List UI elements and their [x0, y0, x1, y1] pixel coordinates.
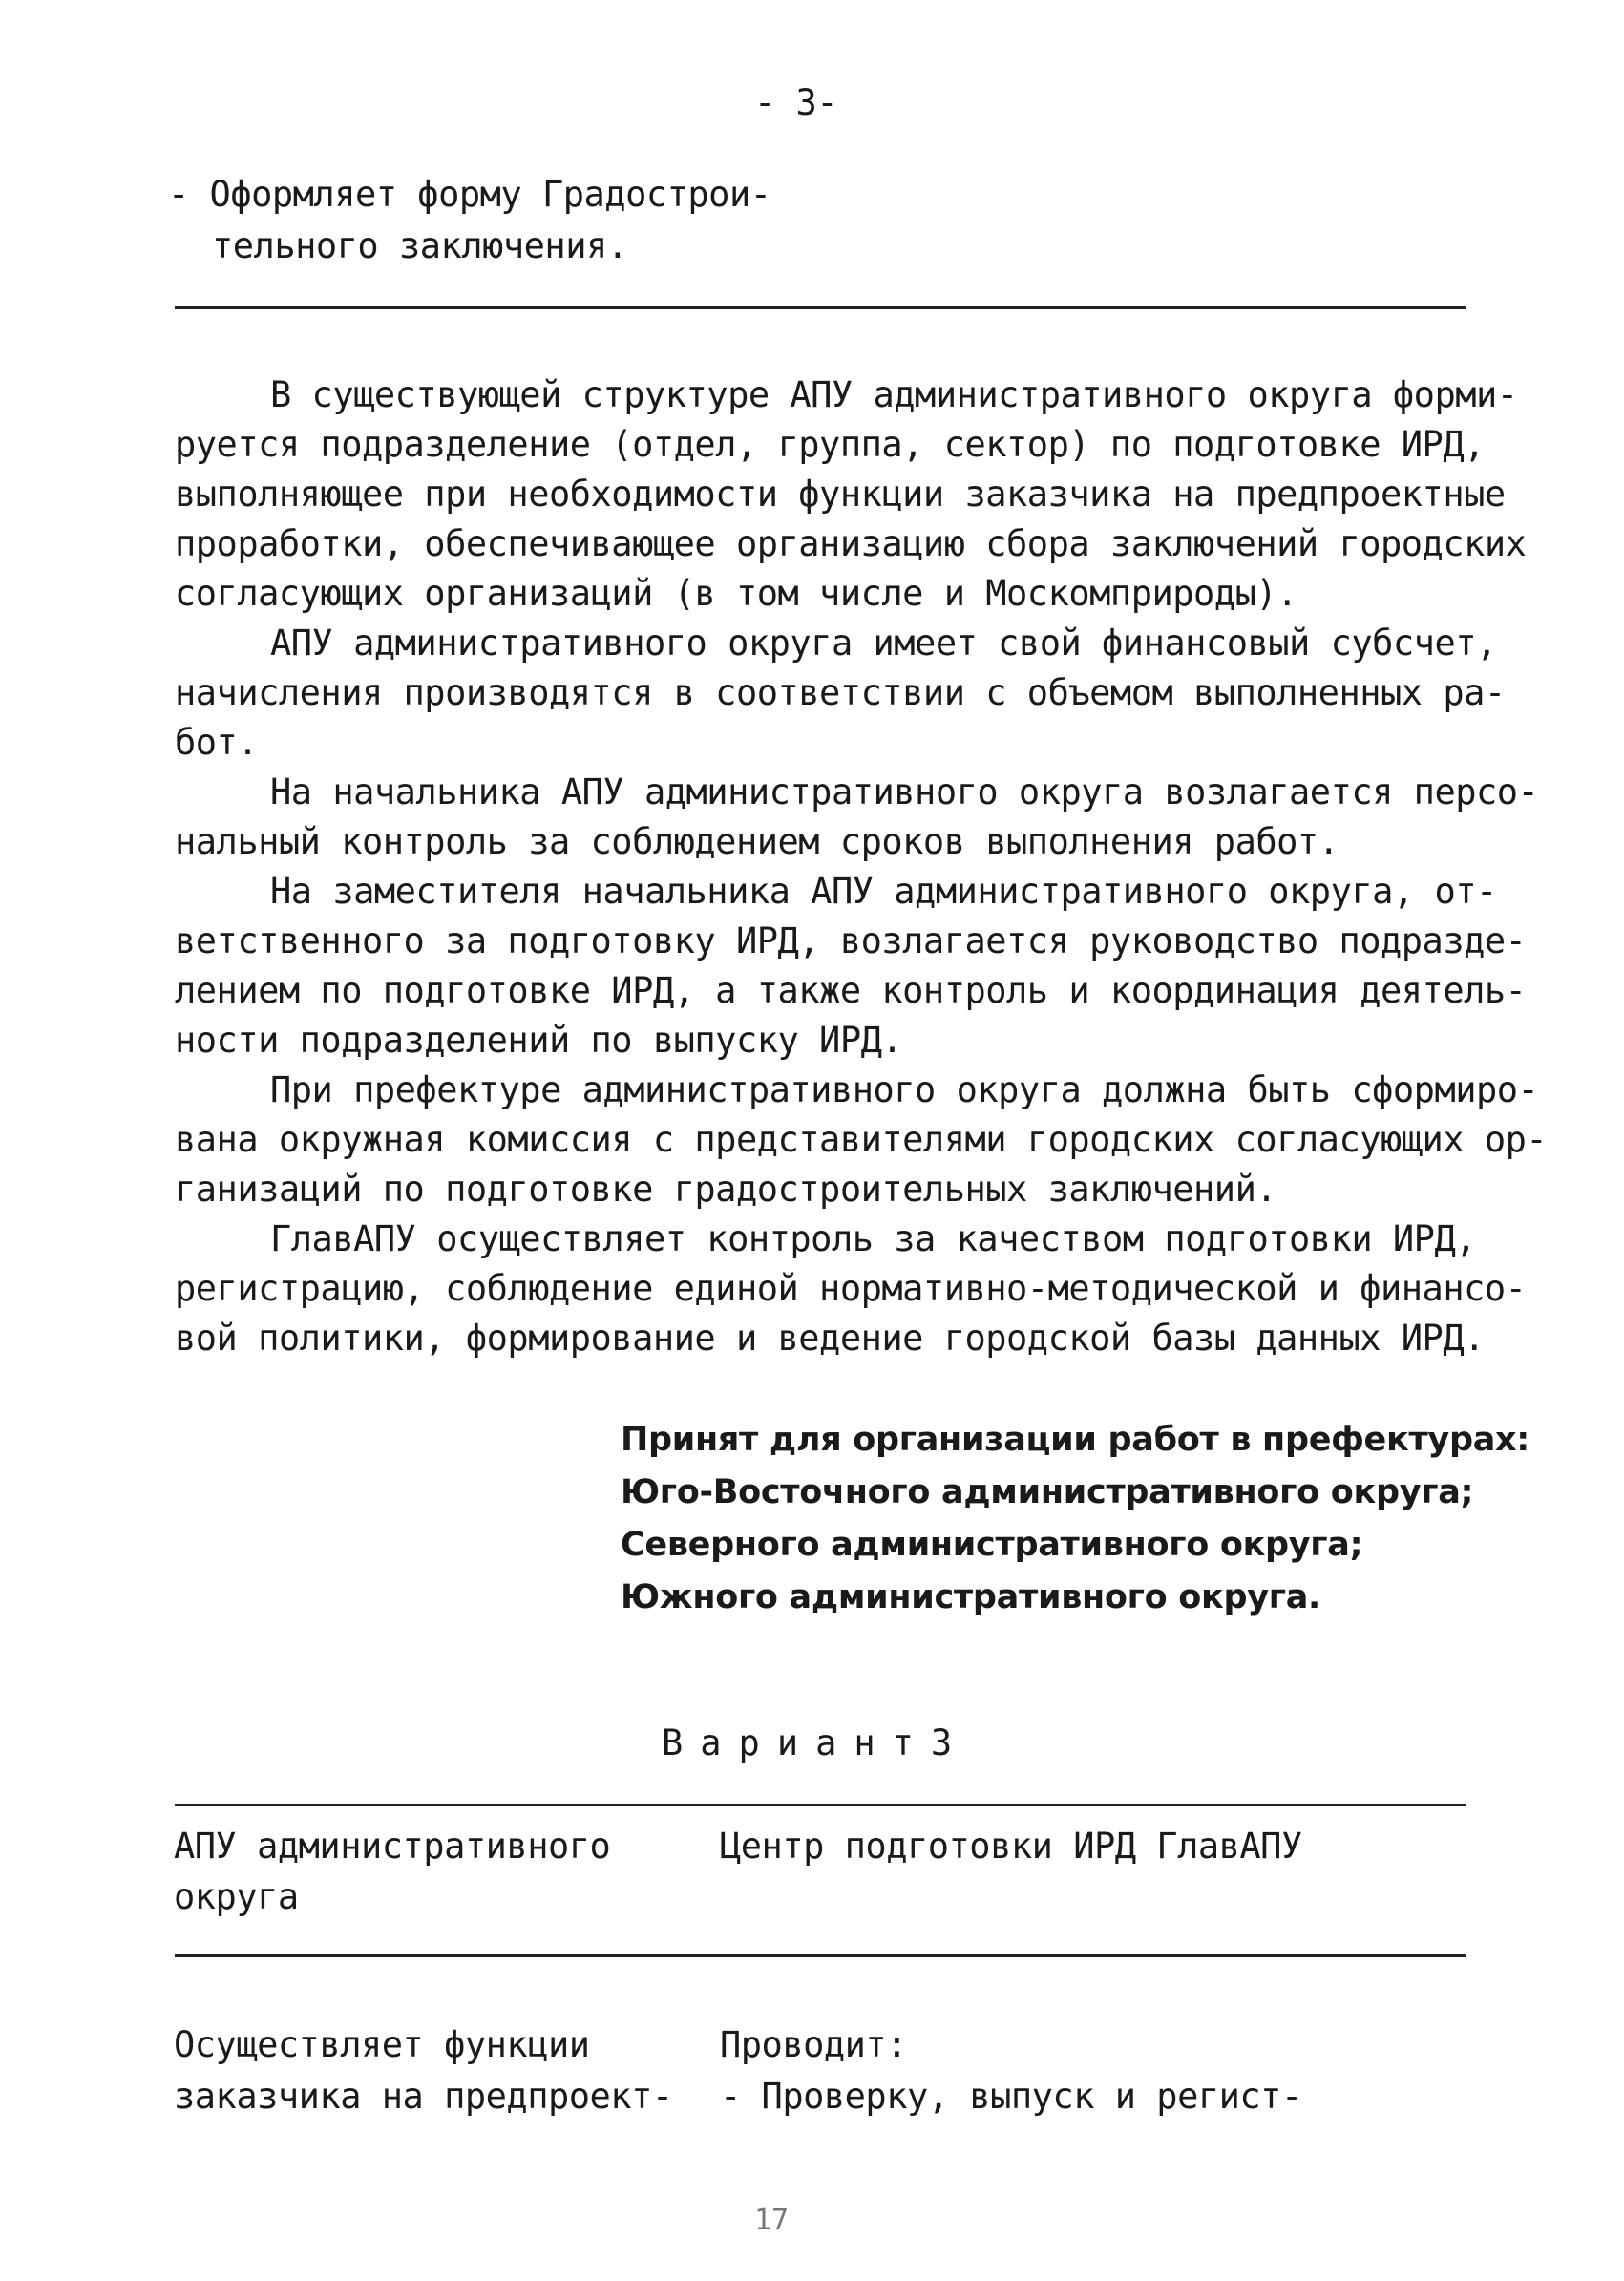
paragraph-line: выполняющее при необходимости функции заказчика на предпроектные — [175, 474, 1506, 515]
paragraph-line: На начальника АПУ административного округа возлагается персо- — [270, 771, 1539, 813]
paragraph-line: ганизаций по подготовке градостроительных заключений. — [175, 1169, 1277, 1210]
table-col2-body-line-1: Проводит: — [720, 2024, 907, 2065]
paragraph-line: ветственного за подготовку ИРД, возлагается руководство подразде- — [175, 920, 1527, 961]
intro-line-2: тельного заключения. — [212, 225, 628, 266]
table-col2-body-line-2: - Проверку, выпуск и регист- — [720, 2076, 1302, 2117]
paragraph-line: проработки, обеспечивающее организацию сбора заключений городских — [175, 523, 1527, 564]
page-number-header: - 3- — [754, 82, 838, 123]
table-rule-top — [175, 1804, 1466, 1806]
paragraph-line: ности подразделений по выпуску ИРД. — [175, 1020, 903, 1061]
paragraph-line: При префектуре административного округа должна быть сформиро- — [270, 1069, 1539, 1110]
intro-line-1: - Оформляет форму Градострои- — [168, 174, 771, 215]
paragraph-line: В существующей структуре АПУ административного округа форми- — [270, 374, 1518, 415]
paragraph-6 — [175, 1214, 1527, 1363]
table-col1-body-line-2: заказчика на предпроект- — [174, 2076, 673, 2117]
table-col1-header-line-1: АПУ административного — [174, 1826, 611, 1867]
paragraph-line: согласующих организаций (в том числе и Москомприроды). — [175, 573, 1297, 614]
paragraph-line: лением по подготовке ИРД, а также контроль и координация деятель- — [175, 970, 1527, 1011]
paragraph-line: начисления производятся в соответствии с объемом выполненных ра- — [175, 672, 1506, 713]
paragraph-line: вой политики, формирование и ведение городской базы данных ИРД. — [175, 1318, 1485, 1359]
paragraph-4 — [175, 867, 1527, 1066]
paragraph-line: вана окружная комиссия с представителями городских согласующих ор- — [175, 1119, 1548, 1160]
paragraph-line: бот. — [175, 722, 259, 763]
page-number-footer: 17 — [754, 2204, 790, 2237]
paragraph-5 — [175, 1066, 1548, 1214]
variant-title: Вариант3 — [662, 1722, 970, 1764]
paragraph-line: ГлавАПУ осуществляет контроль за качеством подготовки ИРД, — [270, 1218, 1477, 1259]
table-col2-header: Центр подготовки ИРД ГлавАПУ — [720, 1826, 1302, 1867]
paragraph-line: АПУ административного округа имеет свой финансовый субсчет, — [270, 623, 1497, 664]
paragraph-line: регистрацию, соблюдение единой нормативно-методической и финансо- — [175, 1268, 1527, 1309]
paragraph-1 — [175, 370, 1527, 619]
paragraph-line: На заместителя начальника АПУ административного округа, от- — [270, 871, 1497, 912]
adopted-line-3: Северного административного округа; — [621, 1526, 1363, 1564]
paragraph-3 — [175, 768, 1539, 867]
paragraph-2 — [175, 619, 1506, 768]
divider-top — [175, 306, 1466, 309]
adopted-line-4: Южного административного округа. — [621, 1578, 1321, 1616]
table-col1-header-line-2: округа — [174, 1876, 299, 1917]
table-col1-body-line-1: Осуществляет функции — [174, 2024, 590, 2065]
adopted-line-2: Юго-Восточного административного округа; — [621, 1473, 1474, 1511]
table-rule-middle — [175, 1954, 1466, 1957]
adopted-line-1: Принят для организации работ в префектурах: — [621, 1421, 1529, 1459]
paragraph-line: нальный контроль за соблюдением сроков выполнения работ. — [175, 821, 1339, 862]
paragraph-line: руется подразделение (отдел, группа, сектор) по подготовке ИРД, — [175, 424, 1485, 465]
